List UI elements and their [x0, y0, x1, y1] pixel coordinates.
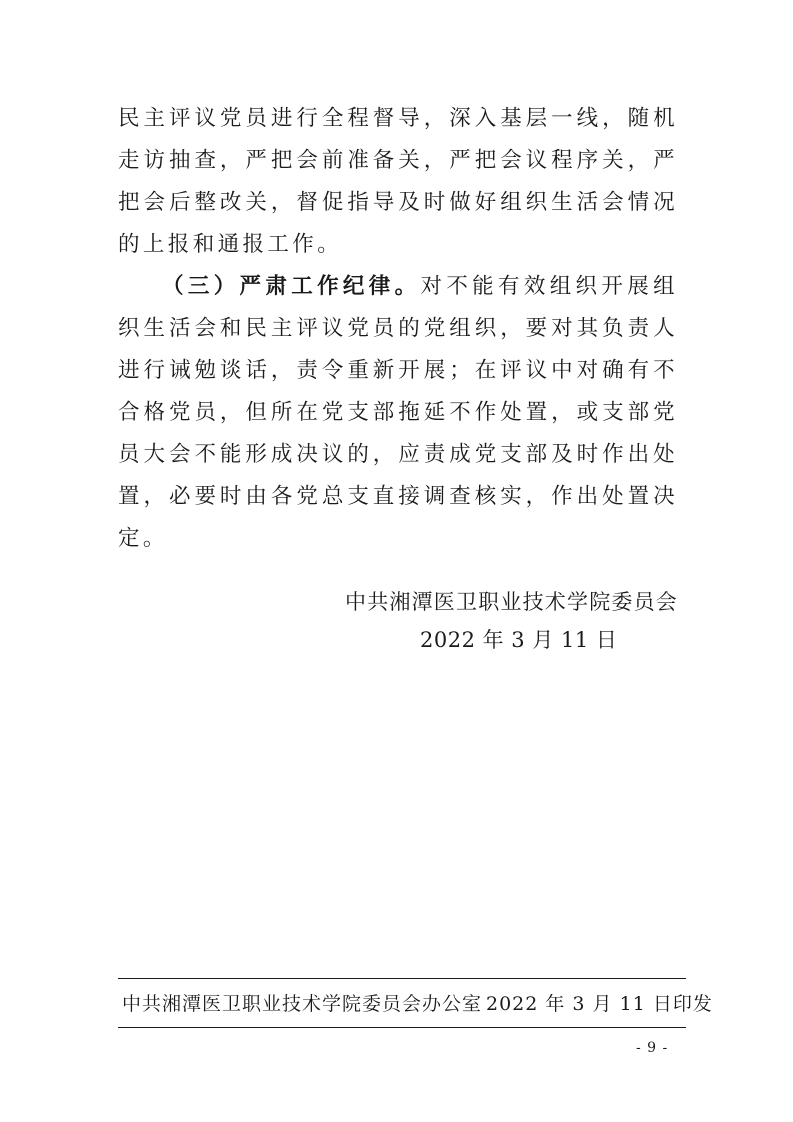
footer-issuer: 中共湘潭医卫职业技术学院委员会办公室 — [122, 993, 483, 1015]
continued-paragraph: 民主评议党员进行全程督导，深入基层一线，随机走访抽查，严把会前准备关，严把会议程序关，严把会后整改关，督促指导及时做好组织生活会情况的上报和通报工作。 — [118, 106, 678, 257]
section-3-heading: （三）严肃工作纪律。 — [162, 274, 421, 299]
footer-issue-date: 2022 年 3 月 11 日印发 — [486, 993, 713, 1015]
footer-top-rule — [118, 978, 686, 979]
signature-date: 2022 年 3 月 11 日 — [420, 628, 618, 652]
signature-organization: 中共湘潭医卫职业技术学院委员会 — [345, 590, 678, 614]
page-number: - 9 - — [636, 1040, 669, 1056]
section-3-text: 对不能有效组织开展组织生活会和民主评议党员的党组织，要对其负责人进行诫勉谈话，责令重新开展；在评议中对确有不合格党员，但所在党支部拖延不作处置，或支部党员大会不能形成决议的，应责成党支部及时作出处置，必要时由各党总支直接调查核实，作出处置决定。 — [118, 274, 678, 551]
body-text — [118, 98, 678, 560]
footer-bottom-rule — [118, 1027, 686, 1028]
section-3-paragraph — [118, 266, 678, 560]
